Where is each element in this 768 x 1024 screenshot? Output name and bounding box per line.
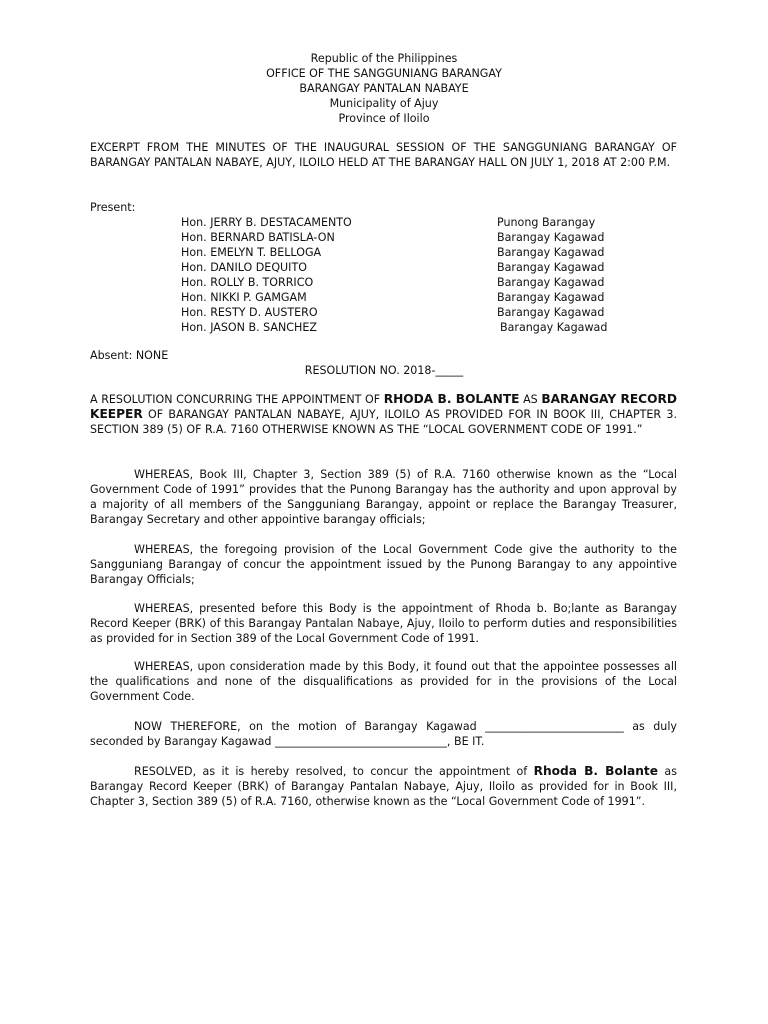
title-text: A RESOLUTION CONCURRING THE APPOINTMENT OF [90, 393, 384, 406]
title-text: AS [519, 393, 542, 406]
member-row [0, 290, 768, 305]
title-text: OF BARANGAY PANTALAN NABAYE, AJUY, ILOILO AS PROVIDED FOR IN BOOK III, CHAPTER 3. SECTION 389 (5) OF R.A. 7160 OTHERWISE KNOWN AS THE “LOCAL GOVERNMENT CODE OF 1991.” [90, 408, 677, 436]
member-name: Hon. DANILO DEQUITO [181, 261, 307, 274]
member-position: Barangay Kagawad [500, 321, 608, 334]
resolved-text: RESOLVED, as it is hereby resolved, to concur the appointment of [134, 765, 534, 778]
excerpt-paragraph: EXCERPT FROM THE MINUTES OF THE INAUGURAL SESSION OF THE SANGGUNIANG BARANGAY OF BARANGAY PANTALAN NABAYE, AJUY, ILOILO HELD AT THE BARANGAY HALL ON JULY 1, 2018 AT 2:00 P.M. [90, 141, 677, 169]
office-line: OFFICE OF THE SANGGUNIANG BARANGAY [266, 67, 502, 80]
resolved-text: as Barangay Record Keeper (BRK) of Barangay Pantalan Nabaye, Ajuy, Iloilo as provided for in Book III, Chapter 3, Section 389 (5) of R.A. 7160, otherwise known as the “Local Government Code of 1991”. [90, 765, 678, 808]
whereas-paragraph-2: WHEREAS, the foregoing provision of the Local Government Code give the authority to the Sangguniang Barangay of concur the appointment issued by the Punong Barangay to any appointive Barangay Officials; [90, 543, 677, 586]
resolved-paragraph [90, 764, 677, 809]
member-position: Barangay Kagawad [497, 291, 605, 304]
member-name: Hon. JASON B. SANCHEZ [181, 321, 317, 334]
resolved-appointee-name: Rhoda B. Bolante [533, 764, 659, 778]
absent-line: Absent: NONE [90, 349, 169, 362]
member-name: Hon. EMELYN T. BELLOGA [181, 246, 322, 259]
resolution-number: RESOLUTION NO. 2018-_____ [304, 364, 464, 377]
member-row [0, 305, 768, 320]
member-row [0, 230, 768, 245]
province-line: Province of Iloilo [338, 112, 430, 125]
member-position: Punong Barangay [497, 216, 596, 229]
member-row [0, 320, 768, 335]
barangay-line: BARANGAY PANTALAN NABAYE [299, 82, 469, 95]
present-label: Present: [90, 201, 136, 214]
member-position: Barangay Kagawad [497, 246, 605, 259]
member-row [0, 215, 768, 230]
member-name: Hon. JERRY B. DESTACAMENTO [181, 216, 352, 229]
member-name: Hon. RESTY D. AUSTERO [181, 306, 318, 319]
member-name: Hon. NIKKI P. GAMGAM [181, 291, 307, 304]
members-list [0, 215, 768, 335]
member-name: Hon. BERNARD BATISLA-ON [181, 231, 335, 244]
whereas-paragraph-1: WHEREAS, Book III, Chapter 3, Section 389 (5) of R.A. 7160 otherwise known as the “Local Government Code of 1991” provides that the Punong Barangay has the authority and upon approval by a majority of all members of the Sangguniang Barangay, appoint or replace the Barangay Treasurer, Barangay Secretary and other appointive barangay officials; [90, 468, 677, 526]
republic-line: Republic of the Philippines [310, 52, 458, 65]
member-position: Barangay Kagawad [497, 276, 605, 289]
now-therefore-paragraph: NOW THEREFORE, on the motion of Barangay Kagawad _________________________ as duly seconded by Barangay Kagawad _______________________________, BE IT. [90, 720, 677, 748]
member-position: Barangay Kagawad [497, 261, 605, 274]
member-row [0, 260, 768, 275]
resolution-title [90, 392, 677, 437]
municipality-line: Municipality of Ajuy [329, 97, 439, 110]
member-position: Barangay Kagawad [497, 306, 605, 319]
appointed-post: BARANGAY RECORD KEEPER [90, 392, 677, 421]
member-position: Barangay Kagawad [497, 231, 605, 244]
whereas-paragraph-4: WHEREAS, upon consideration made by this Body, it found out that the appointee possesses all the qualifications and none of the disqualifications as provided for in the provisions of the Local Government Code. [90, 660, 677, 703]
member-row [0, 275, 768, 290]
member-name: Hon. ROLLY B. TORRICO [181, 276, 314, 289]
whereas-paragraph-3: WHEREAS, presented before this Body is the appointment of Rhoda b. Bo;lante as Barangay Record Keeper (BRK) of this Barangay Pantalan Nabaye, Ajuy, Iloilo to perform duties and responsibilities as provided for in Section 389 of the Local Government Code of 1991. [90, 602, 677, 645]
member-row [0, 245, 768, 260]
appointee-name: RHODA B. BOLANTE [383, 392, 520, 406]
letterhead [0, 51, 768, 126]
